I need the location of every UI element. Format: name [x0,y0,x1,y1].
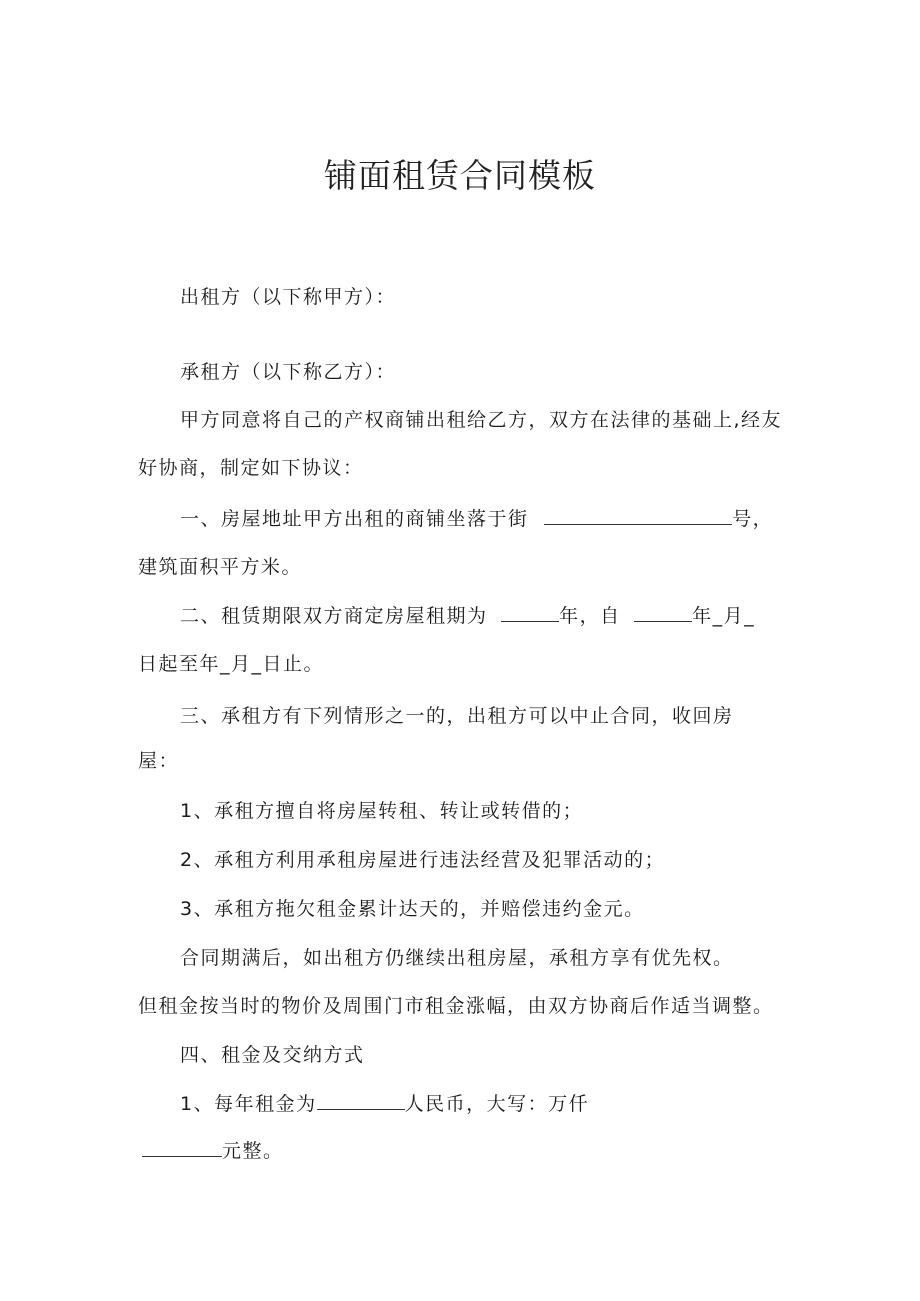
amount-suffix: 元整。 [222,1140,284,1162]
section-3-item-2: 2、承租方利用承租房屋进行违法经营及犯罪活动的； [180,849,666,871]
page-title: 铺面租赁合同模板 [324,156,596,195]
street-number-blank [544,506,732,525]
section-4-item-1 [180,1090,589,1118]
amount-words-blank [142,1138,222,1157]
annual-rent-currency: 人民币，大写：万仟 [404,1093,590,1115]
intro-line-2: 好协商，制定如下协议： [138,457,364,479]
section-2-from: 年，自 [559,605,621,627]
start-year-blank [634,603,692,622]
section-3-item-3: 3、承租方拖欠租金累计达天的，并赔偿违约金元。 [180,898,645,920]
annual-rent-blank [317,1091,405,1110]
intro-line-1: 甲方同意将自己的产权商铺出租给乙方，双方在法律的基础上,经友 [180,409,783,431]
annual-rent-text: 1、每年租金为 [180,1093,317,1115]
section-2-text: 二、租赁期限双方商定房屋租期为 [180,605,488,627]
section-4-heading: 四、租金及交纳方式 [180,1044,365,1066]
section-1-suffix: 号， [732,508,774,530]
section-3-heading: 三、承租方有下列情形之一的，出租方可以中止合同，收回房 [180,705,734,727]
section-2-date: 年_月_ [692,605,756,627]
section-3-item-1: 1、承租方擅自将房屋转租、转让或转借的； [180,800,584,822]
section-1-address [180,505,773,533]
renewal-line-1: 合同期满后，如出租方仍继续出租房屋，承租方享有优先权。 [180,947,734,969]
renewal-line-2: 但租金按当时的物价及周围门市租金涨幅，由双方协商后作适当调整。 [138,995,774,1017]
section-1-text: 一、房屋地址甲方出租的商铺坐落于街 [180,508,529,530]
section-1-area: 建筑面积平方米。 [138,556,303,578]
section-3-heading-cont: 屋： [138,750,180,772]
section-2-term [180,602,755,630]
section-4-item-1-cont [142,1137,284,1165]
lessor-line: 出租方（以下称甲方）： [180,286,397,308]
lessee-line: 承租方（以下称乙方）： [180,361,397,383]
section-2-end: 日起至年_月_日止。 [138,653,325,675]
lease-years-blank [501,603,559,622]
